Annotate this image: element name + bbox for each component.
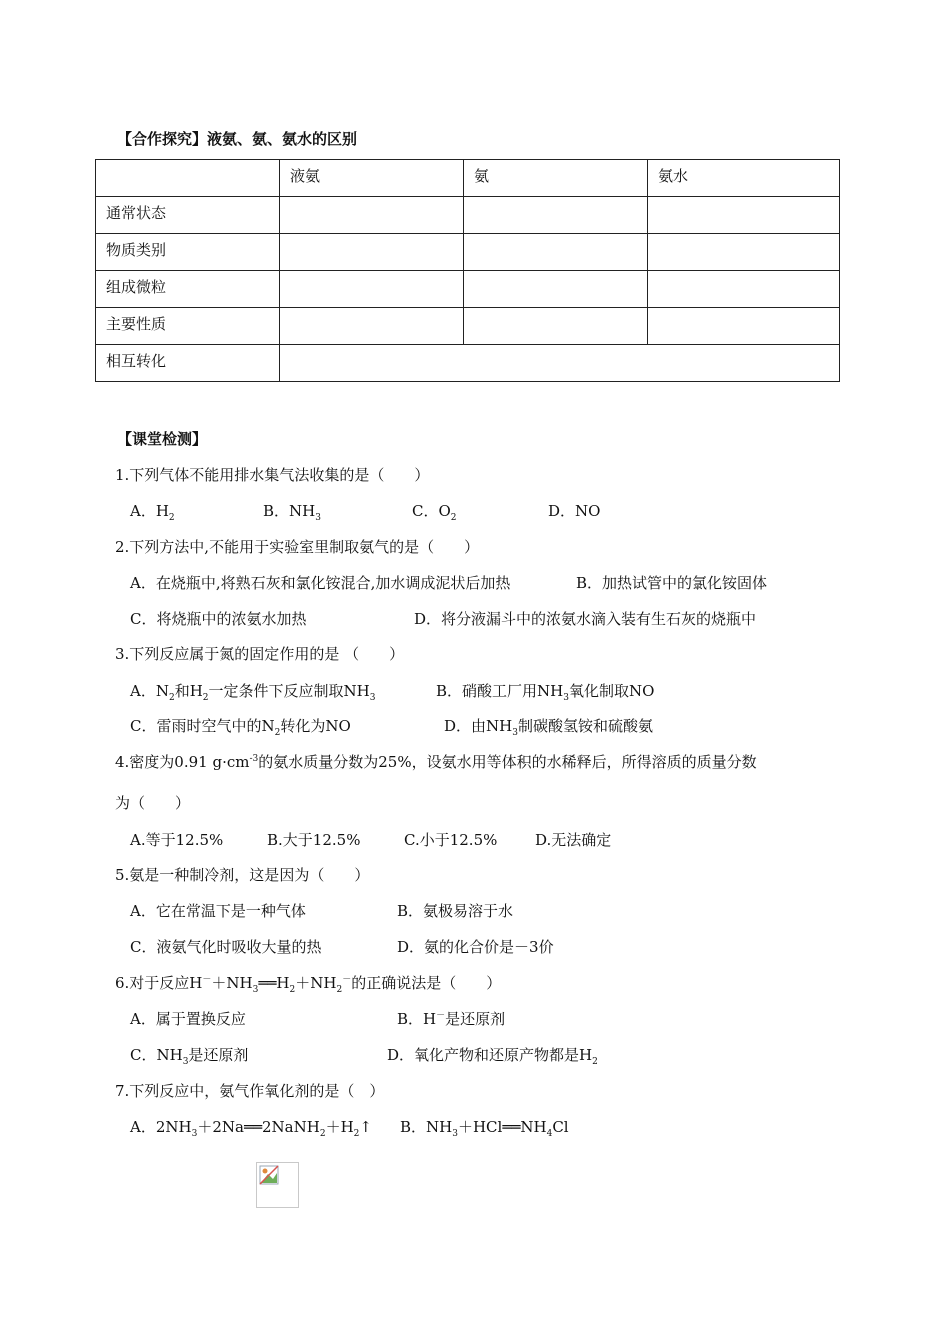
q2-option-b: B．加热试管中的氯化铵固体 <box>576 574 768 592</box>
q1-option-b: B．$NH_3$ <box>263 502 321 523</box>
q3-option-c: C．雷雨时空气中的$N_2$转化为NO <box>130 717 351 738</box>
table-row <box>96 345 840 382</box>
question-4-stem: 4.密度为0.91 $g\cdot cm^{-3}$的氨水质量分数为25%，设氨水用等体积的水稀释后，所得溶质的质量分数 <box>115 753 757 771</box>
q6-option-a: A．属于置换反应 <box>130 1010 246 1028</box>
q6-option-c: C．$NH_3$是还原剂 <box>130 1046 249 1067</box>
q2-option-c: C．将烧瓶中的浓氨水加热 <box>130 610 307 628</box>
q6-option-d: D．氧化产物和还原产物都是$H_2$ <box>387 1046 598 1067</box>
q5-option-c: C．液氨气化时吸收大量的热 <box>130 938 322 956</box>
section1-title: 【合作探究】液氨、氨、氨水的区别 <box>117 130 358 148</box>
q4-option-d: D.无法确定 <box>535 831 612 849</box>
question-1-stem: 1.下列气体不能用排水集气法收集的是（ ） <box>115 466 430 484</box>
table-cell <box>464 308 648 345</box>
table-row <box>96 197 840 234</box>
table-row <box>96 308 840 345</box>
q4-option-b: B.大于12.5% <box>267 831 361 849</box>
q1-option-c: C．$O_2$ <box>412 502 457 523</box>
table-cell <box>464 234 648 271</box>
q1-option-a: A．$H_2$ <box>130 502 175 523</box>
q7-option-a: A．$2NH_3+2Na══2NaNH_2+H_2↑$ <box>130 1118 372 1139</box>
row-label: 通常状态 <box>96 197 280 234</box>
row-label: 物质类别 <box>96 234 280 271</box>
question-4-stem-cont: 为（ ） <box>115 794 191 812</box>
table-cell <box>648 197 840 234</box>
table-header-cell: 氨 <box>464 160 648 197</box>
q2-option-a: A．在烧瓶中,将熟石灰和氯化铵混合,加水调成泥状后加热 <box>130 574 511 592</box>
comparison-table <box>95 159 840 382</box>
question-3-stem: 3.下列反应属于氮的固定作用的是 （ ） <box>115 645 405 663</box>
q5-option-d: D．氨的化合价是－3价 <box>397 938 554 956</box>
row-label: 组成微粒 <box>96 271 280 308</box>
table-header-row <box>96 160 840 197</box>
q6-option-b: B．H－是还原剂 <box>397 1010 506 1028</box>
question-7-stem: 7.下列反应中，氨气作氧化剂的是（ ） <box>115 1082 385 1100</box>
table-header-cell: 氨水 <box>648 160 840 197</box>
q2-option-d: D．将分液漏斗中的浓氨水滴入装有生石灰的烧瓶中 <box>414 610 757 628</box>
question-5-stem: 5.氨是一种制冷剂，这是因为（ ） <box>115 866 370 884</box>
table-row <box>96 271 840 308</box>
question-2-stem: 2.下列方法中,不能用于实验室里制取氨气的是（ ） <box>115 538 480 556</box>
q3-option-b: B．硝酸工厂用$NH_3$氧化制取NO <box>436 682 655 703</box>
broken-image-icon <box>256 1162 299 1208</box>
table-row <box>96 234 840 271</box>
table-cell <box>648 271 840 308</box>
q5-option-b: B．氨极易溶于水 <box>397 902 514 920</box>
table-header-cell: 液氨 <box>280 160 464 197</box>
table-cell <box>648 234 840 271</box>
table-cell <box>464 197 648 234</box>
table-cell <box>280 234 464 271</box>
section2-title: 【课堂检测】 <box>117 430 208 448</box>
row-label: 主要性质 <box>96 308 280 345</box>
table-cell <box>280 197 464 234</box>
table-cell-merged <box>280 345 840 382</box>
q7-option-b: B．$NH_3+HCl══NH_4Cl$ <box>400 1118 569 1139</box>
q1-option-d: D．NO <box>548 502 601 520</box>
row-label: 相互转化 <box>96 345 280 382</box>
question-6-stem: 6.对于反应$H^-+NH_3══H_2+NH_2^-$的正确说法是（ ） <box>115 974 502 995</box>
q4-option-c: C.小于12.5% <box>404 831 498 849</box>
q3-option-d: D．由$NH_3$制碳酸氢铵和硫酸氨 <box>444 717 653 738</box>
table-cell <box>648 308 840 345</box>
q5-option-a: A．它在常温下是一种气体 <box>130 902 306 920</box>
table-header-cell <box>96 160 280 197</box>
table-cell <box>464 271 648 308</box>
q3-option-a: A．$N_2$和$H_2$一定条件下反应制取$NH_3$ <box>130 682 376 703</box>
q4-option-a: A.等于12.5% <box>130 831 224 849</box>
table-cell <box>280 308 464 345</box>
table-cell <box>280 271 464 308</box>
